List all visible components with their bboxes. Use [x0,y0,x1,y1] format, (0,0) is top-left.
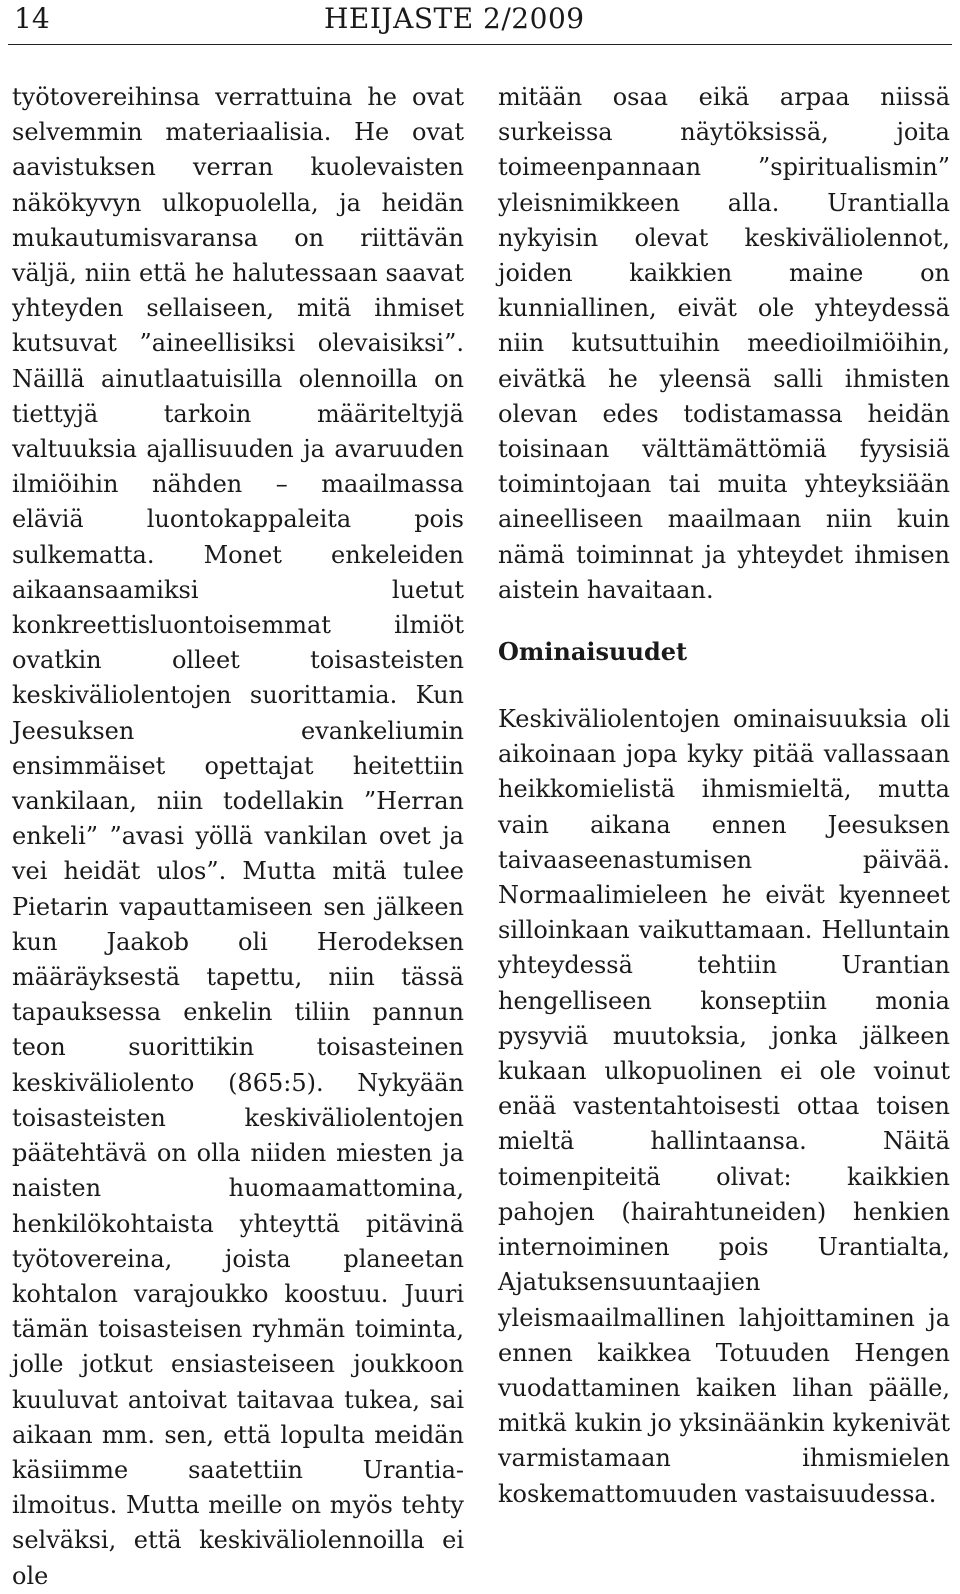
page-header [8,0,952,45]
body-paragraph: työtovereihinsa verrattuina he ovat selvemmin materiaalisia. He ovat aavistuksen verran kuolevaisten näkökyvyn ulkopuolella, ja heidän mukautumisvaransa on riittävän väljä, niin että he halutessaan saavat yhteyden sellaiseen, mitä ihmiset kutsuvat ”aineellisiksi olevaisiksi”. Näillä ainutlaatuisilla olennoilla on tiettyjä tarkoin määriteltyjä valtuuksia ajallisuuden ja avaruuden ilmiöihin nähden – maailmassa eläviä luontokappaleita pois sulkematta. Monet enkeleiden aikaansaamiksi luetut konkreettisluontoisemmat ilmiöt ovatkin olleet toisasteisten keskiväliolentojen suorittamia. Kun Jeesuksen evankeliumin ensimmäiset opettajat heitettiin vankilaan, niin todellakin ”Herran enkeli” ”avasi yöllä vankilan ovet ja vei heidät ulos”. Mutta mitä tulee Pietarin vapauttamiseen sen jälkeen kun Jaakob oli Herodeksen määräyksestä tapettu, niin tässä tapauksessa enkelin tiliin pannun teon suorittikin toisasteinen keskiväliolento (865:5). Nykyään toisasteisten keskiväliolentojen päätehtävä on olla niiden miesten ja naisten huomaamattomina, henkilökohtaista yhteyttä pitävinä työtovereina, joista planeetan kohtalon varajoukko koostuu. Juuri tämän toisasteisen ryhmän toiminta, jolle jotkut ensiasteiseen joukkoon kuuluvat antoivat taitavaa tukea, sai aikaan mm. sen, että lopulta meidän käsiimme saatettiin Urantia-ilmoitus. Mutta meille on myös tehty selväksi, että keskiväliolennoilla ei ole [12,83,464,1590]
page-number: 14 [14,2,50,35]
right-column [498,80,950,1512]
body-paragraph: mitään osaa eikä arpaa niissä surkeissa näytöksissä, joita toimeenpannaan ”spiritualismin” yleisnimikkeen alla. Urantialla nykyisin olevat keskiväliolennot, joiden kaikkien maine on kunniallinen, eivät ole yhteydessä niin kutsuttuihin meedioilmiöihin, eivätkä he yleensä salli ihmisten olevan edes todistamassa heidän toisinaan välttämättömiä fyysisiä toimintojaan tai muita yhteyksiään aineelliseen maailmaan niin kuin nämä toiminnat ja yhteydet ihmisen aistein havaitaan. [498,83,950,604]
left-column [12,80,464,1594]
publication-title: HEIJASTE 2/2009 [324,2,585,35]
section-heading: Ominaisuudet [498,637,688,667]
body-paragraph: Keskiväliolentojen ominaisuuksia oli aikoinaan jopa kyky pitää vallassaan heikkomielistä ihmismieltä, mutta vain aikana ennen Jeesuksen taivaaseenastumisen päivää. Normaalimieleen he eivät kyenneet silloinkaan vaikuttamaan. Helluntain yhteydessä tehtiin Urantian hengelliseen konseptiin monia pysyviä muutoksia, jonka jälkeen kukaan ulkopuolinen ei ole voinut enää vastentahtoisesti ottaa toisen mieltä hallintaansa. Näitä toimenpiteitä olivat: kaikkien pahojen (hairahtuneiden) henkien internoiminen pois Urantialta, Ajatuksensuuntaajien yleismaailmallinen lahjoittaminen ja ennen kaikkea Totuuden Hengen vuodattaminen kaiken lihan päälle, mitkä kukin jo yksinäänkin kykenivät varmistamaan ihmismielen koskemattomuuden vastaisuudessa. [498,705,950,1508]
